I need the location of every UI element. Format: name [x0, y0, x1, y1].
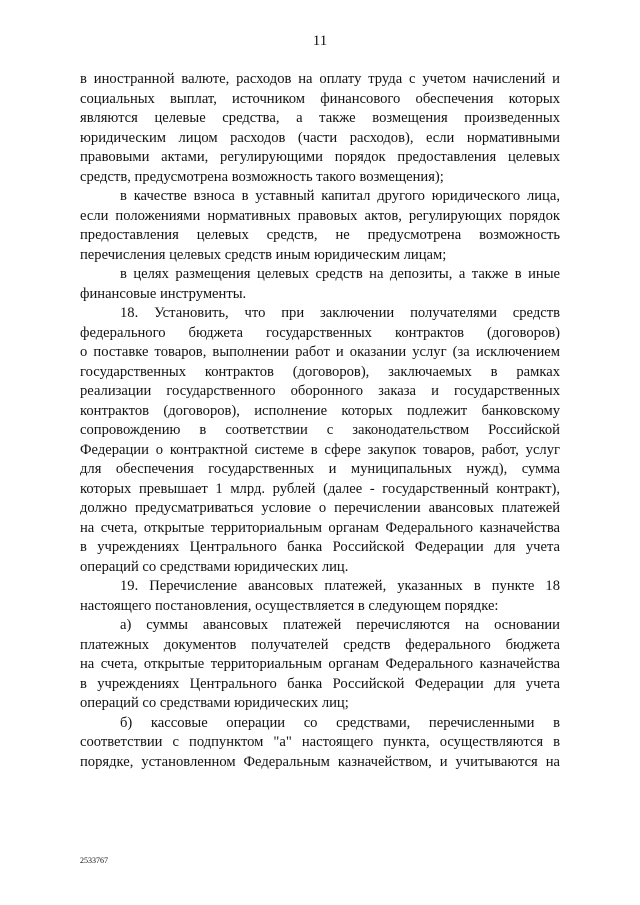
- text-line: 18. Установить, что при заключении получателями средств: [120, 305, 560, 321]
- text-line: операций со средствами юридических лиц;: [80, 695, 349, 711]
- page-number: 11: [312, 33, 328, 49]
- text-line: 19. Перечисление авансовых платежей, указанных в пункте 18: [120, 578, 560, 594]
- text-line: в качестве взноса в уставный капитал другого юридического лица,: [120, 188, 560, 204]
- text-line: контрактов (договоров), исполнение которых подлежит банковскому: [80, 402, 560, 419]
- text-line: социальных выплат, источником финансового обеспечения которых: [80, 90, 560, 107]
- text-line: платежных документов получателей средств федерального бюджета: [80, 636, 560, 653]
- text-line: в иностранной валюте, расходов на оплату труда с учетом начислений и: [80, 71, 560, 87]
- text-line: соответствии с подпунктом "а" настоящего пункта, осуществляются в: [80, 734, 560, 750]
- text-line: перечисления целевых средств иным юридическим лицам;: [80, 246, 447, 263]
- text-line: для обеспечения государственных и муниципальных нужд), сумма: [80, 461, 560, 477]
- text-line: в целях размещения целевых средств на депозиты, а также в иные: [120, 266, 560, 282]
- document-code: 2533767: [80, 856, 108, 865]
- text-line: реализации государственного оборонного заказа и государственных: [80, 383, 560, 399]
- text-line: операций со средствами юридических лиц.: [80, 558, 349, 575]
- text-line: если положениями нормативных правовых актов, регулирующих порядок: [80, 207, 560, 224]
- text-line: сопровождению в соответствии с законодательством Российской: [80, 422, 560, 438]
- text-line: порядке, установленном Федеральным казначейством, и учитываются на: [80, 753, 560, 770]
- text-line: государственных контрактов (договоров), заключаемых в рамках: [80, 363, 560, 380]
- text-line: б) кассовые операции со средствами, перечисленными в: [120, 714, 560, 731]
- text-line: а) суммы авансовых платежей перечисляются на основании: [120, 617, 560, 633]
- text-line: являются целевые средства, а также возмещения произведенных: [80, 110, 560, 126]
- text-line: в учреждениях Центрального банка Российской Федерации для учета: [80, 539, 560, 555]
- text-line: должно предусматриваться условие о перечислении авансовых платежей: [80, 500, 560, 516]
- text-line: на счета, открытые территориальным органам Федерального казначейства: [80, 519, 560, 536]
- text-line: в учреждениях Центрального банка Российской Федерации для учета: [80, 675, 560, 692]
- text-line: федерального бюджета государственных контрактов (договоров): [80, 324, 560, 341]
- text-line: предоставления целевых средств, не предусмотрена возможность: [80, 227, 560, 243]
- text-line: на счета, открытые территориальным органам Федерального казначейства: [80, 656, 560, 672]
- text-line: настоящего постановления, осуществляется в следующем порядке:: [80, 597, 499, 614]
- text-line: Федерации о контрактной системе в сфере закупок товаров, работ, услуг: [80, 441, 560, 458]
- text-line: которых превышает 1 млрд. рублей (далее - государственный контракт),: [80, 480, 560, 497]
- text-line: юридическим лицом расходов (части расходов), если нормативными: [80, 129, 560, 146]
- text-line: средств, предусмотрена возможность такого возмещения);: [80, 168, 444, 185]
- text-line: правовыми актами, регулирующими порядок предоставления целевых: [80, 149, 560, 165]
- body-text: [80, 70, 560, 772]
- text-line: финансовые инструменты.: [80, 285, 247, 302]
- text-line: о поставке товаров, выполнении работ и оказании услуг (за исключением: [80, 344, 560, 360]
